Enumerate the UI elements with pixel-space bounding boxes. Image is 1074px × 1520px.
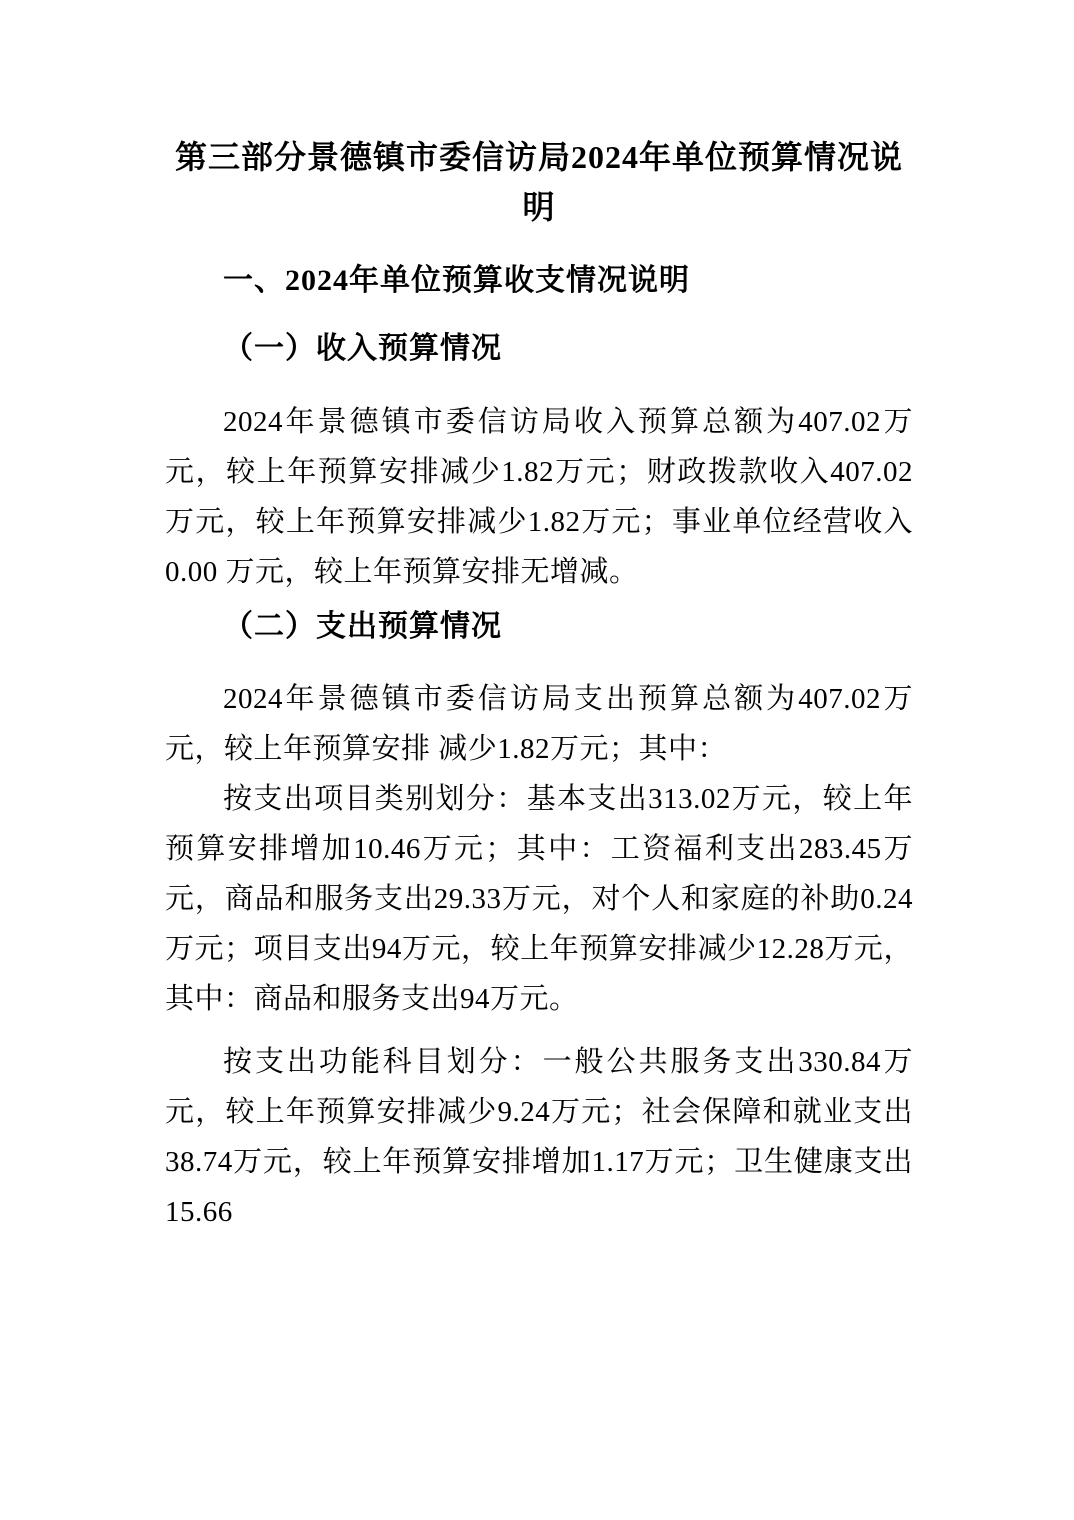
document-content — [165, 0, 913, 1237]
expense-by-function-paragraph: 按支出功能科目划分：一般公共服务支出330.84万元，较上年预算安排减少9.24万元；社会保障和就业支出38.74万元，较上年预算安排增加1.17万元；卫生健康支出15.66 — [165, 1046, 913, 1228]
subsection-heading-expense: （二）支出预算情况 — [223, 610, 502, 643]
income-paragraph: 2024年景德镇市委信访局收入预算总额为407.02万元，较上年预算安排减少1.82万元；财政拨款收入407.02万元，较上年预算安排减少1.82万元；事业单位经营收入0.00 万元，较上年预算安排无增减。 — [165, 406, 913, 588]
document-title: 第三部分景德镇市委信访局2024年单位预算情况说明 — [174, 139, 903, 225]
subsection-heading-income: （一）收入预算情况 — [223, 332, 502, 365]
section-heading-budget-overview: 一、2024年单位预算收支情况说明 — [223, 264, 690, 297]
expense-by-category-paragraph: 按支出项目类别划分：基本支出313.02万元，较上年预算安排增加10.46万元；其中：工资福利支出283.45万元，商品和服务支出29.33万元，对个人和家庭的补助0.24万元；项目支出94万元，较上年预算安排减少12.28万元，其中：商品和服务支出94万元。 — [165, 783, 913, 1015]
expense-total-paragraph: 2024年景德镇市委信访局支出预算总额为407.02万元，较上年预算安排 减少1.82万元；其中： — [165, 683, 913, 765]
